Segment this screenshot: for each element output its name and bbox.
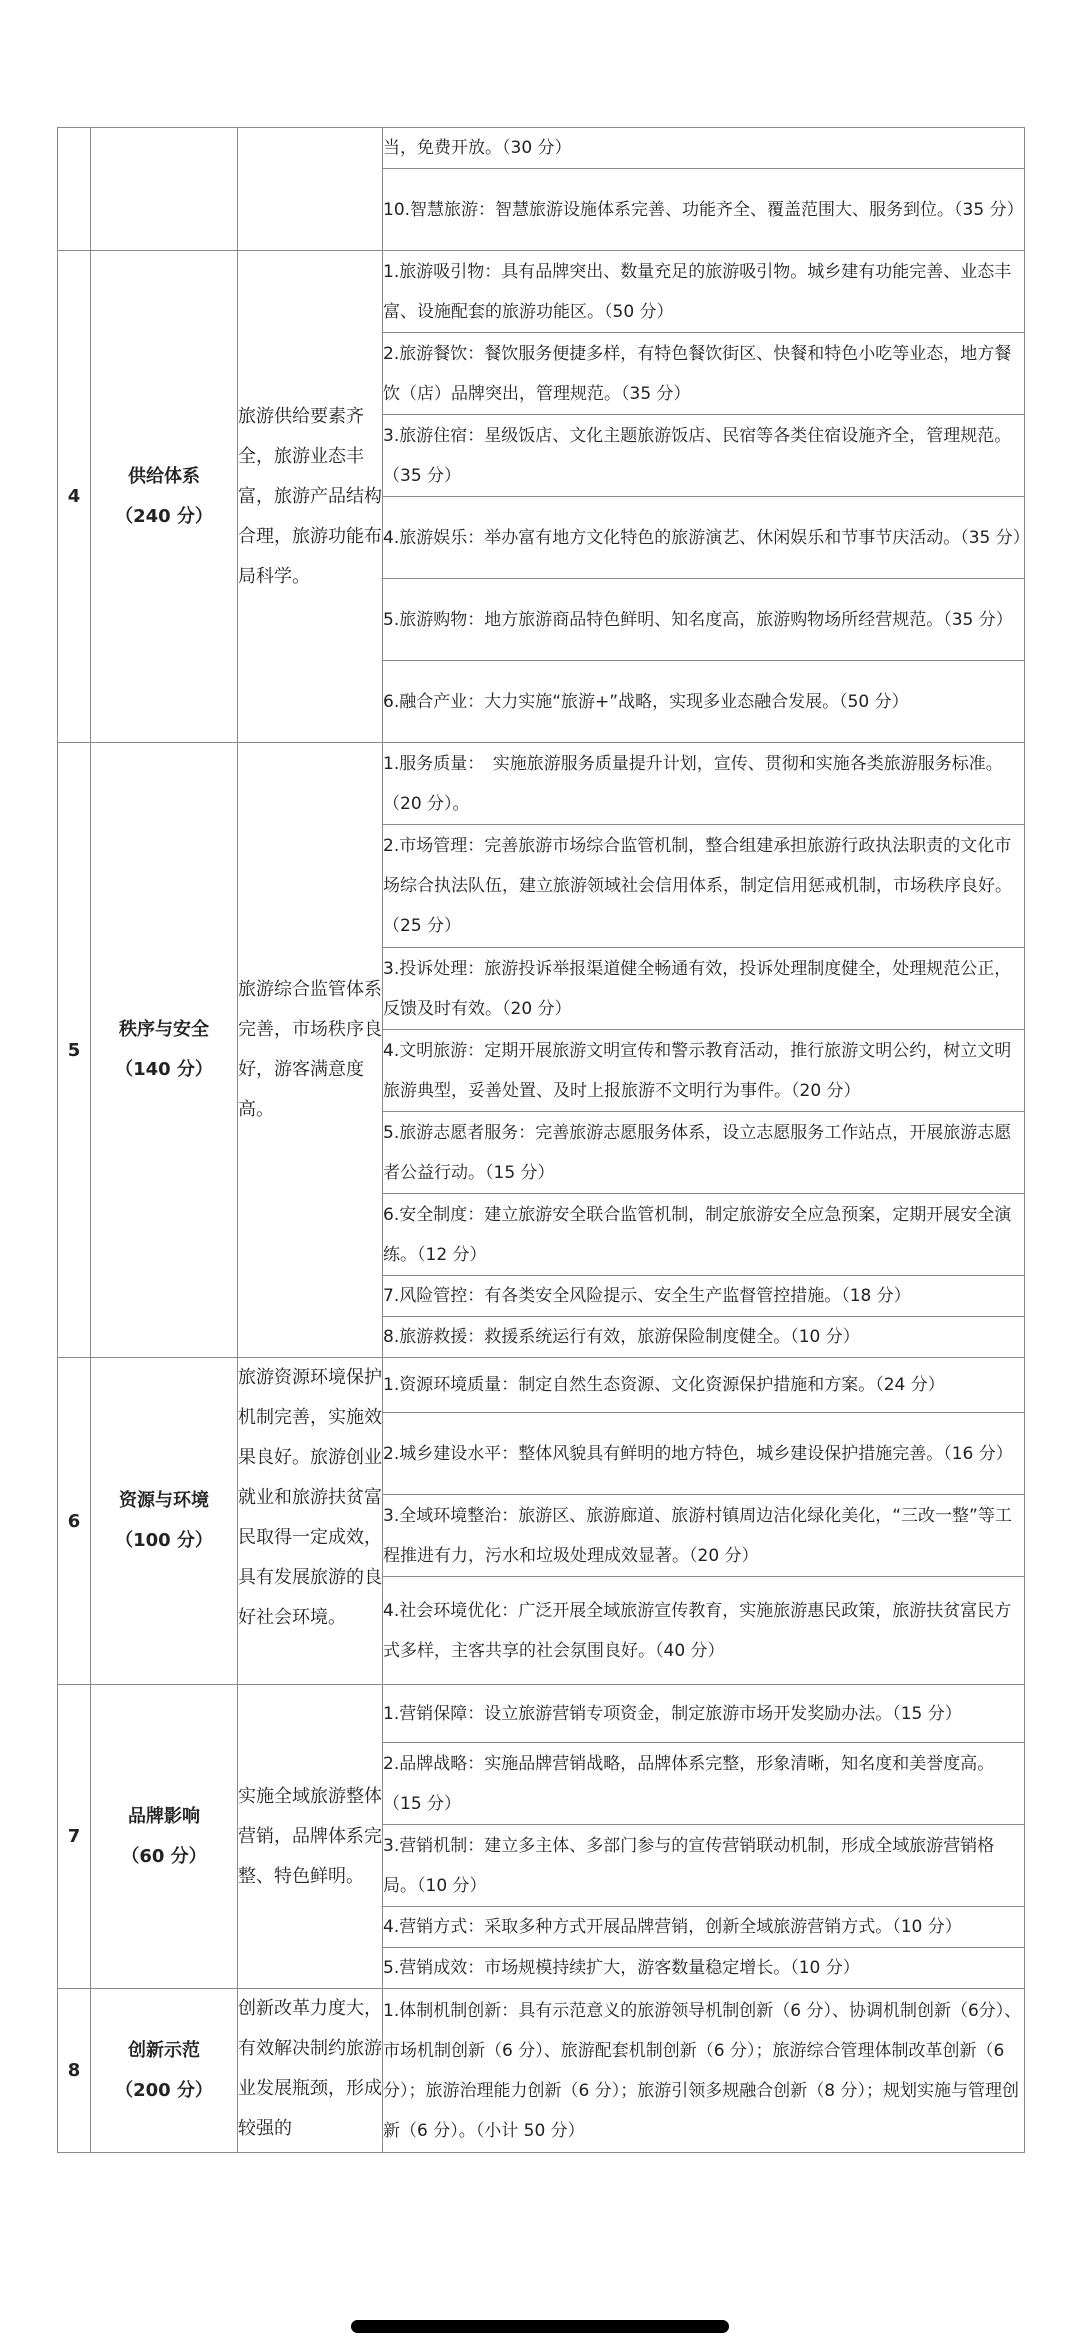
- criteria-item: 2.城乡建设水平：整体风貌具有鲜明的地方特色，城乡建设保护措施完善。（16 分）: [383, 1413, 1025, 1495]
- criteria-item: 1.资源环境质量：制定自然生态资源、文化资源保护措施和方案。（24 分）: [383, 1358, 1025, 1413]
- criteria-item: 5.旅游志愿者服务：完善旅游志愿服务体系，设立志愿服务工作站点，开展旅游志愿者公益行动。（15 分）: [383, 1112, 1025, 1194]
- row-number: 6: [58, 1358, 91, 1685]
- row-number: 4: [58, 251, 91, 743]
- criteria-item: 4.旅游娱乐：举办富有地方文化特色的旅游演艺、休闲娱乐和节事节庆活动。（35 分）: [383, 497, 1025, 579]
- criteria-item: 5.营销成效：市场规模持续扩大，游客数量稳定增长。（10 分）: [383, 1948, 1025, 1989]
- criteria-item: 4.社会环境优化：广泛开展全域旅游宣传教育，实施旅游惠民政策，旅游扶贫富民方式多样，主客共享的社会氛围良好。（40 分）: [383, 1577, 1025, 1685]
- criteria-item: 6.融合产业：大力实施“旅游+”战略，实现多业态融合发展。（50 分）: [383, 661, 1025, 743]
- criteria-item: 1.服务质量： 实施旅游服务质量提升计划，宣传、贯彻和实施各类旅游服务标准。（20 分）。: [383, 743, 1025, 825]
- criteria-item: 4.营销方式：采取多种方式开展品牌营销，创新全域旅游营销方式。（10 分）: [383, 1907, 1025, 1948]
- category-score: （60 分）: [121, 1845, 207, 1867]
- criteria-item: 3.旅游住宿：星级饭店、文化主题旅游饭店、民宿等各类住宿设施齐全，管理规范。（35 分）: [383, 415, 1025, 497]
- description-cell: 实施全域旅游整体营销，品牌体系完整、特色鲜明。: [238, 1685, 383, 1989]
- criteria-item: 6.安全制度：建立旅游安全联合监管机制，制定旅游安全应急预案，定期开展安全演练。（12 分）: [383, 1194, 1025, 1276]
- category-name: 秩序与安全: [119, 1019, 209, 1040]
- criteria-item: 3.全域环境整治：旅游区、旅游廊道、旅游村镇周边洁化绿化美化，“三改一整”等工程推进有力，污水和垃圾处理成效显著。（20 分）: [383, 1495, 1025, 1577]
- category-cell: [91, 1685, 238, 1989]
- criteria-item: 1.旅游吸引物：具有品牌突出、数量充足的旅游吸引物。城乡建有功能完善、业态丰富、设施配套的旅游功能区。（50 分）: [383, 251, 1025, 333]
- row-number: 5: [58, 743, 91, 1358]
- description-cell: 旅游供给要素齐全，旅游业态丰富，旅游产品结构合理，旅游功能布局科学。: [238, 251, 383, 743]
- criteria-item: 当，免费开放。（30 分）: [383, 128, 1025, 169]
- category-cell: [91, 1358, 238, 1685]
- evaluation-table: [57, 127, 1030, 2153]
- description-cell: 旅游综合监管体系完善，市场秩序良好，游客满意度高。: [238, 743, 383, 1358]
- criteria-item: 1.体制机制创新：具有示范意义的旅游领导机制创新（6 分）、协调机制创新（6分）、市场机制创新（6 分）、旅游配套机制创新（6 分）；旅游综合管理体制改革创新（6 分）；旅游治理能力创新（6 分）；旅游引领多规融合创新（8 分）；规划实施与管理创新（6 分）。（小计 50 分）: [383, 1989, 1025, 2153]
- category-score: （240 分）: [115, 505, 213, 527]
- description-cell: 旅游资源环境保护机制完善，实施效果良好。旅游创业就业和旅游扶贫富民取得一定成效，具有发展旅游的良好社会环境。: [238, 1358, 383, 1685]
- category-name: 供给体系: [128, 465, 200, 487]
- description-cell: [238, 128, 383, 251]
- category-cell: [91, 1989, 238, 2153]
- category-score: （200 分）: [115, 2079, 213, 2101]
- category-cell: [91, 743, 238, 1358]
- criteria-item: 10.智慧旅游：智慧旅游设施体系完善、功能齐全、覆盖范围大、服务到位。（35 分）: [383, 169, 1025, 251]
- criteria-item: 8.旅游救援：救援系统运行有效，旅游保险制度健全。（10 分）: [383, 1317, 1025, 1358]
- category-score: （100 分）: [115, 1530, 213, 1551]
- criteria-item: 2.旅游餐饮：餐饮服务便捷多样，有特色餐饮街区、快餐和特色小吃等业态，地方餐饮（店）品牌突出，管理规范。（35 分）: [383, 333, 1025, 415]
- category-name: 创新示范: [128, 2039, 200, 2061]
- category-name: 资源与环境: [119, 1490, 209, 1511]
- category-name: 品牌影响: [128, 1805, 200, 1827]
- criteria-item: 3.投诉处理：旅游投诉举报渠道健全畅通有效，投诉处理制度健全，处理规范公正，反馈及时有效。（20 分）: [383, 948, 1025, 1030]
- criteria-item: 2.品牌战略：实施品牌营销战略，品牌体系完整，形象清晰，知名度和美誉度高。（15 分）: [383, 1743, 1025, 1825]
- category-cell: [91, 251, 238, 743]
- row-number: 8: [58, 1989, 91, 2153]
- criteria-item: 7.风险管控：有各类安全风险提示、安全生产监督管控措施。（18 分）: [383, 1276, 1025, 1317]
- criteria-item: 1.营销保障：设立旅游营销专项资金，制定旅游市场开发奖励办法。（15 分）: [383, 1685, 1025, 1743]
- criteria-item: 4.文明旅游：定期开展旅游文明宣传和警示教育活动，推行旅游文明公约，树立文明旅游典型，妥善处置、及时上报旅游不文明行为事件。（20 分）: [383, 1030, 1025, 1112]
- row-number: 7: [58, 1685, 91, 1989]
- description-cell: 创新改革力度大，有效解决制约旅游业发展瓶颈，形成较强的: [238, 1989, 383, 2153]
- criteria-item: 3.营销机制：建立多主体、多部门参与的宣传营销联动机制，形成全域旅游营销格局。（10 分）: [383, 1825, 1025, 1907]
- criteria-item: 5.旅游购物：地方旅游商品特色鲜明、知名度高，旅游购物场所经营规范。（35 分）: [383, 579, 1025, 661]
- category-score: （140 分）: [115, 1059, 213, 1080]
- criteria-item: 2.市场管理：完善旅游市场综合监管机制，整合组建承担旅游行政执法职责的文化市场综合执法队伍，建立旅游领域社会信用体系，制定信用惩戒机制，市场秩序良好。（25 分）: [383, 825, 1025, 948]
- number-cell: [58, 128, 91, 251]
- home-indicator[interactable]: [351, 2320, 729, 2333]
- category-cell: [91, 128, 238, 251]
